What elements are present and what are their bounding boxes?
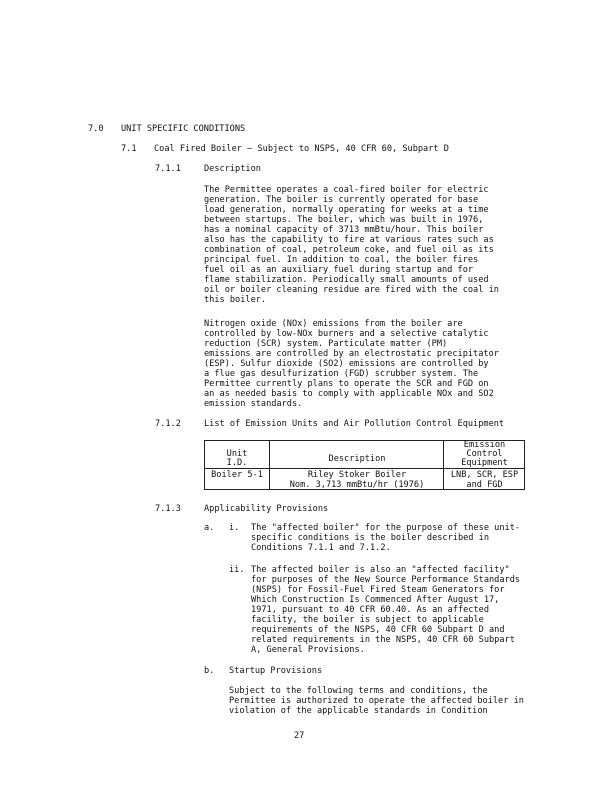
applicability-title: Applicability Provisions xyxy=(204,504,329,514)
text-line: oil or boiler cleaning residue are fired with the coal in xyxy=(204,285,499,295)
text-line: violation of the applicable standards in Condition xyxy=(229,706,488,716)
text-line: generation. The boiler is currently operated for base xyxy=(204,195,479,205)
text-line: combination of coal, petroleum coke, and fuel oil as its xyxy=(204,245,494,255)
text-line: fuel oil as an auxiliary fuel during startup and for xyxy=(204,265,474,275)
description-number: 7.1.1 xyxy=(155,164,181,174)
table-header-rule xyxy=(204,468,525,469)
emission-units-table xyxy=(204,430,525,490)
text-line: Conditions 7.1.1 and 7.1.2. xyxy=(251,543,391,553)
text-line: Nitrogen oxide (NOx) emissions from the boiler are xyxy=(204,319,463,329)
text-line: for purposes of the New Source Performance Standards xyxy=(251,575,521,585)
text-line: between startups. The boiler, which was built in 1976, xyxy=(204,215,484,225)
item-a-ii-roman: ii. xyxy=(229,565,245,575)
cell-control-line1: LNB, SCR, ESP xyxy=(450,470,519,480)
item-a-ii-text xyxy=(251,565,520,655)
text-line: has a nominal capacity of 3713 mmBtu/hour. This boiler xyxy=(204,225,484,235)
text-line: (NSPS) for Fossil-Fuel Fired Steam Generators for xyxy=(251,585,505,595)
description-paragraph-1 xyxy=(204,185,499,305)
text-line: this boiler. xyxy=(204,295,267,305)
subsection-title: Coal Fired Boiler – Subject to NSPS, 40 CFR 60, Subpart D xyxy=(154,144,449,154)
text-line: Which Construction Is Commenced After August 17, xyxy=(251,595,500,605)
item-a-roman: i. xyxy=(229,523,240,533)
applicability-number: 7.1.3 xyxy=(155,504,181,514)
text-line: Subject to the following terms and conditions, the xyxy=(229,686,488,696)
text-line: Permittee currently plans to operate the SCR and FGD on xyxy=(204,379,489,389)
item-b-text xyxy=(229,686,524,716)
text-line: an as needed basis to comply with applicable NOx and SO2 xyxy=(204,389,494,399)
text-line: flame stabilization. Periodically small amounts of used xyxy=(204,275,489,285)
header-description: Description xyxy=(328,454,386,464)
text-line: a flue gas desulfurization (FGD) scrubber system. The xyxy=(204,369,479,379)
subsection-number: 7.1 xyxy=(121,144,137,154)
page-number: 27 xyxy=(294,731,305,741)
item-b-letter: b. xyxy=(204,666,215,676)
text-line: also has the capability to fire at various rates such as xyxy=(204,235,494,245)
text-line: (ESP). Sulfur dioxide (SO2) emissions are controlled by xyxy=(204,359,489,369)
text-line: The affected boiler is also an "affected facility" xyxy=(251,565,510,575)
description-title: Description xyxy=(204,164,261,174)
text-line: load generation, normally operating for weeks at a time xyxy=(204,205,489,215)
cell-description-line2: Nom. 3,713 mmBtu/hr (1976) xyxy=(289,480,425,490)
cell-control-line2: and FGD xyxy=(466,480,503,490)
emission-list-number: 7.1.2 xyxy=(155,419,181,429)
section-number: 7.0 xyxy=(88,124,104,134)
text-line: emission standards. xyxy=(204,399,303,409)
item-b-title: Startup Provisions xyxy=(229,666,323,676)
text-line: requirements of the NSPS, 40 CFR 60 Subpart D and xyxy=(251,625,505,635)
section-title: UNIT SPECIFIC CONDITIONS xyxy=(121,124,246,134)
cell-description-line1: Riley Stoker Boiler xyxy=(307,470,407,480)
text-line: emissions are controlled by an electrostatic precipitator xyxy=(204,349,499,359)
text-line: A, General Provisions. xyxy=(251,645,365,655)
text-line: 1971, pursuant to 40 CFR 60.40. As an affected xyxy=(251,605,489,615)
text-line: facility, the boiler is subject to applicable xyxy=(251,615,484,625)
header-control-line2: Control xyxy=(466,449,503,459)
text-line: The "affected boiler" for the purpose of these unit- xyxy=(251,523,521,533)
text-line: Permittee is authorized to operate the affected boiler in xyxy=(229,696,524,706)
header-control-line1: Emission xyxy=(463,440,506,450)
text-line: controlled by low-NOx burners and a selective catalytic xyxy=(204,329,489,339)
text-line: The Permittee operates a coal-fired boiler for electric xyxy=(204,185,489,195)
cell-unit-id: Boiler 5-1 xyxy=(211,470,263,480)
item-a-letter: a. xyxy=(204,523,215,533)
header-unit-line1: Unit xyxy=(226,449,248,459)
text-line: specific conditions is the boiler described in xyxy=(251,533,489,543)
text-line: principal fuel. In addition to coal, the boiler fires xyxy=(204,255,479,265)
text-line: reduction (SCR) system. Particulate matter (PM) xyxy=(204,339,448,349)
emission-list-title: List of Emission Units and Air Pollution Control Equipment xyxy=(204,419,505,429)
item-a-i-text xyxy=(251,523,520,553)
description-paragraph-2 xyxy=(204,319,499,409)
header-control-line3: Equipment xyxy=(461,458,508,468)
text-line: related requirements in the NSPS, 40 CFR 60 Subpart xyxy=(251,635,515,645)
header-unit-line2: I.D. xyxy=(226,458,248,468)
